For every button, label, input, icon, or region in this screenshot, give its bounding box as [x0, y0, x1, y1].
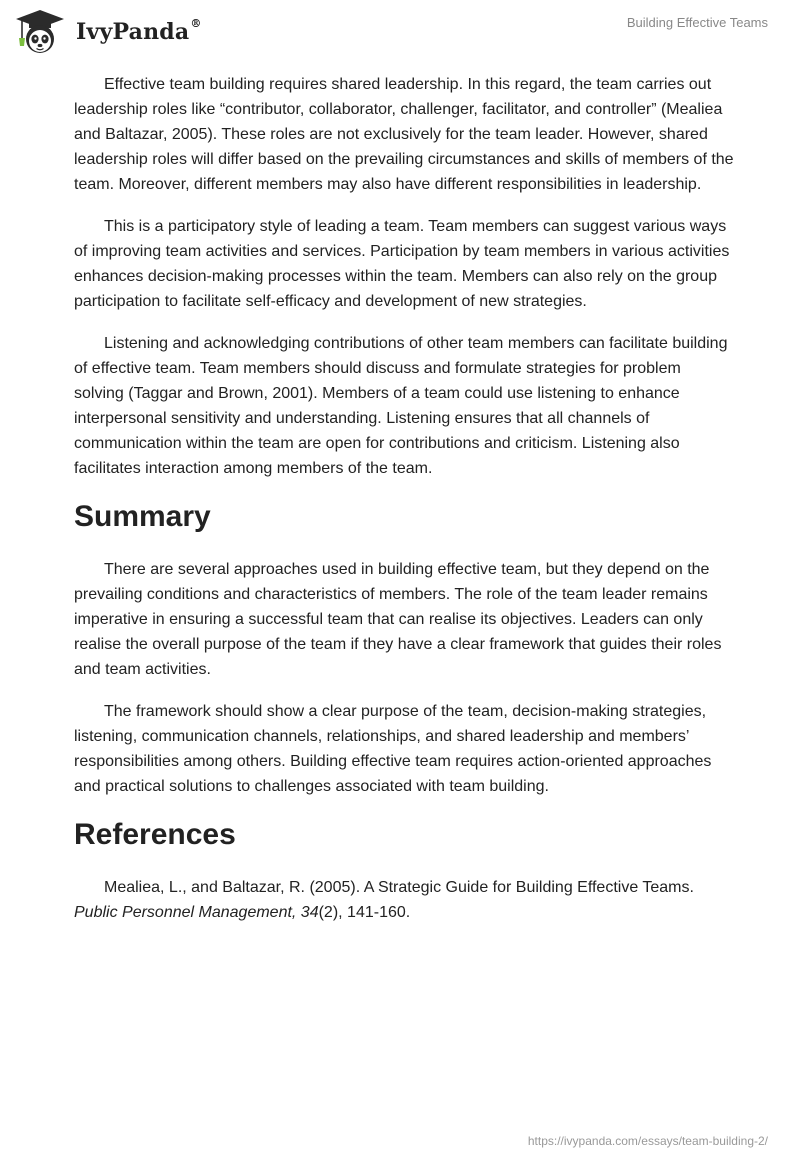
- registered-mark: ®: [190, 16, 202, 30]
- source-url[interactable]: https://ivypanda.com/essays/team-building-2/: [527, 1134, 768, 1148]
- body-paragraph: This is a participatory style of leading a team. Team members can suggest various ways of improving team activities and services. Participation by team members in various activities enhances decision-making processes within the team. Members can also rely on the group participation to facilitate self-efficacy and development of new strategies.: [74, 218, 730, 310]
- reference-issue-pages: (2), 141-160.: [318, 904, 411, 921]
- panda-graduate-icon: [14, 8, 66, 56]
- body-paragraph: Effective team building requires shared leadership. In this regard, the team carries out leadership roles like “contributor, collaborator, challenger, facilitator, and controller” (Mealiea and Baltazar, 2005). These roles are not exclusively for the team leader. However, shared leadership roles will differ based on the prevailing circumstances and skills of members of the team. Moreover, different members may also have different responsibilities in leadership.: [74, 76, 734, 193]
- reference-entry: [74, 875, 734, 925]
- references-heading: References: [74, 818, 236, 851]
- page-header: [0, 0, 800, 64]
- reference-authors-title: Mealiea, L., and Baltazar, R. (2005). A Strategic Guide for Building Effective Teams.: [104, 879, 694, 896]
- logo-wordmark: [76, 16, 202, 45]
- reference-journal: Public Personnel Management, 34: [74, 904, 319, 921]
- summary-paragraph: The framework should show a clear purpose of the team, decision-making strategies, listening, communication channels, relationships, and shared leadership and members’ responsibilities among others. Building effective team requires action-oriented approaches and practical solutions to challenges associated with team building.: [74, 703, 712, 795]
- essay-content: [74, 72, 734, 942]
- logo-name: IvyPanda: [76, 19, 190, 45]
- body-paragraph: Listening and acknowledging contributions of other team members can facilitate building of effective team. Team members should discuss and formulate strategies for problem solving (Taggar and Brown, 2001). Members of a team could use listening to enhance interpersonal sensitivity and understanding. Listening ensures that all channels of communication within the team are open for contributions and criticism. Listening also facilitates interaction among members of the team.: [74, 335, 728, 477]
- ivypanda-logo[interactable]: [14, 8, 202, 56]
- summary-heading: Summary: [74, 500, 211, 533]
- summary-paragraph: There are several approaches used in building effective team, but they depend on the prevailing conditions and characteristics of members. The role of the team leader remains imperative in ensuring a successful team that can realise its objectives. Leaders can only realise the overall purpose of the team if they have a clear framework that guides their roles and team activities.: [74, 561, 722, 678]
- running-title: Building Effective Teams: [626, 15, 768, 30]
